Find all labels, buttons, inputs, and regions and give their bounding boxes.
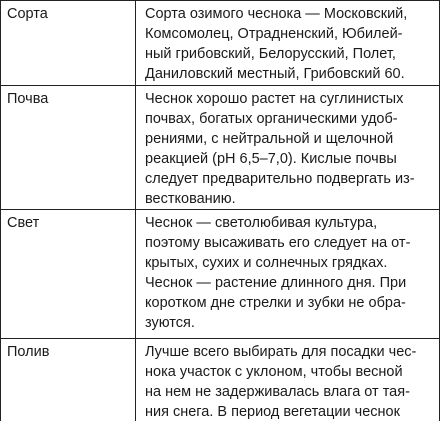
- text-line: Чеснок — светолюбивая культура,: [145, 215, 378, 231]
- table-row-soil: [1, 86, 440, 210]
- text-line: Лучше всего выбирать для посадки чес-: [145, 344, 417, 360]
- text-line: ния снега. В период вегетации чеснок: [145, 404, 400, 420]
- text-line: следует предварительно подвергать из-: [145, 171, 415, 187]
- text-line: зуются.: [145, 315, 195, 331]
- row-description: [136, 1, 440, 85]
- row-label: Почва: [1, 86, 136, 209]
- table-row-varieties: [1, 1, 440, 86]
- text-line: реакцией (рН 6,5–7,0). Кислые почвы: [145, 151, 397, 167]
- row-description: [136, 86, 440, 209]
- text-line: Даниловский местный, Грибовский 60.: [145, 66, 405, 82]
- text-line: Чеснок — растение длинного дня. При: [145, 275, 407, 291]
- text-line: Сорта озимого чеснока — Московский,: [145, 6, 408, 22]
- text-line: весткованию.: [145, 191, 236, 207]
- table-row-light: [1, 210, 440, 339]
- row-description: [136, 339, 440, 421]
- row-label: Полив: [1, 339, 136, 421]
- table-row-watering: [1, 339, 440, 421]
- text-line: на нем не задерживалась влага от тая-: [145, 384, 410, 400]
- text-line: нока участок с уклоном, чтобы весной: [145, 364, 403, 380]
- text-line: Чеснок хорошо растет на суглинистых: [145, 91, 404, 107]
- text-line: поэтому высаживать его следует на от-: [145, 235, 411, 251]
- text-line: крытых, сухих и солнечных грядках.: [145, 255, 388, 271]
- row-description: [136, 210, 440, 338]
- row-label: Сорта: [1, 1, 136, 85]
- text-line: ный грибовский, Белорусский, Полет,: [145, 46, 396, 62]
- row-label: Свет: [1, 210, 136, 338]
- text-line: рениями, с нейтральной и щелочной: [145, 131, 394, 147]
- text-line: почвах, богатых органическими удоб-: [145, 111, 398, 127]
- text-line: коротком дне стрелки и зубки не обра-: [145, 295, 406, 311]
- text-line: Комсомолец, Отрадненский, Юбилей-: [145, 26, 403, 42]
